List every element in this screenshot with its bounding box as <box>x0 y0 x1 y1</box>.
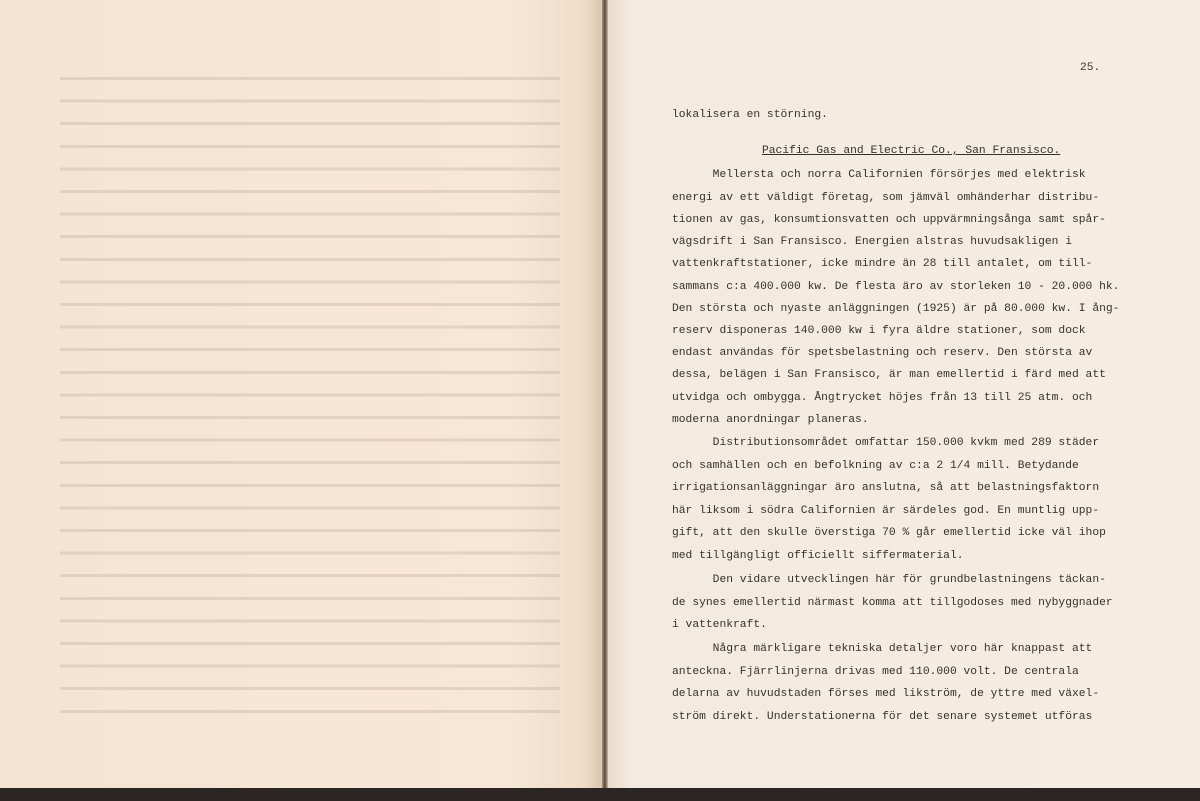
text-line: reserv disponeras 140.000 kw i fyra äldre stationer, som dock <box>672 325 1086 337</box>
bleed-through-texture <box>60 60 560 720</box>
text-line: Distributionsområdet omfattar 150.000 kvkm med 289 städer <box>672 437 1100 449</box>
text-line: delarna av huvudstaden förses med likström, de yttre med växel- <box>672 688 1100 700</box>
text-line: utvidga och ombygga. Ångtrycket höjes från 13 till 25 atm. och <box>672 392 1093 404</box>
scan-background <box>0 788 1200 801</box>
text-line: de synes emellertid närmast komma att tillgodoses med nybyggnader <box>672 597 1113 609</box>
text-line: vägsdrift i San Fransisco. Energien alstras huvudsakligen i <box>672 236 1072 248</box>
text-line: lokalisera en störning. <box>672 109 828 121</box>
page-number: 25. <box>1080 62 1101 74</box>
text-line: gift, att den skulle överstiga 70 % går emellertid icke väl ihop <box>672 527 1106 539</box>
text-line: anteckna. Fjärrlinjerna drivas med 110.000 volt. De centrala <box>672 666 1079 678</box>
text-line: Mellersta och norra Californien försörjes med elektrisk <box>672 169 1086 181</box>
text-line: Några märkligare tekniska detaljer voro här knappast att <box>672 643 1093 655</box>
text-line: dessa, belägen i San Fransisco, är man emellertid i färd med att <box>672 369 1106 381</box>
text-line: moderna anordningar planeras. <box>672 414 869 426</box>
text-line: tionen av gas, konsumtionsvatten och uppvärmningsånga samt spår- <box>672 214 1106 226</box>
section-heading: Pacific Gas and Electric Co., San Fransisco. <box>762 145 1061 157</box>
text-line: och samhällen och en befolkning av c:a 2 1/4 mill. Betydande <box>672 460 1079 472</box>
text-line: sammans c:a 400.000 kw. De flesta äro av storleken 10 - 20.000 hk. <box>672 281 1120 293</box>
text-line: här liksom i södra Californien är särdeles god. En muntlig upp- <box>672 505 1100 517</box>
text-line: Den största och nyaste anläggningen (1925) är på 80.000 kw. I ång- <box>672 303 1120 315</box>
left-page <box>0 0 603 788</box>
text-line: med tillgängligt officiellt siffermaterial. <box>672 550 964 562</box>
text-line: energi av ett väldigt företag, som jämväl omhänderhar distribu- <box>672 192 1100 204</box>
text-line: i vattenkraft. <box>672 619 767 631</box>
text-line: Den vidare utvecklingen här för grundbelastningens täckan- <box>672 574 1106 586</box>
text-line: irrigationsanläggningar äro anslutna, så att belastningsfaktorn <box>672 482 1100 494</box>
text-line: ström direkt. Understationerna för det senare systemet utföras <box>672 711 1093 723</box>
text-line: endast användas för spetsbelastning och reserv. Den största av <box>672 347 1093 359</box>
text-line: vattenkraftstationer, icke mindre än 28 till antalet, om till- <box>672 258 1093 270</box>
